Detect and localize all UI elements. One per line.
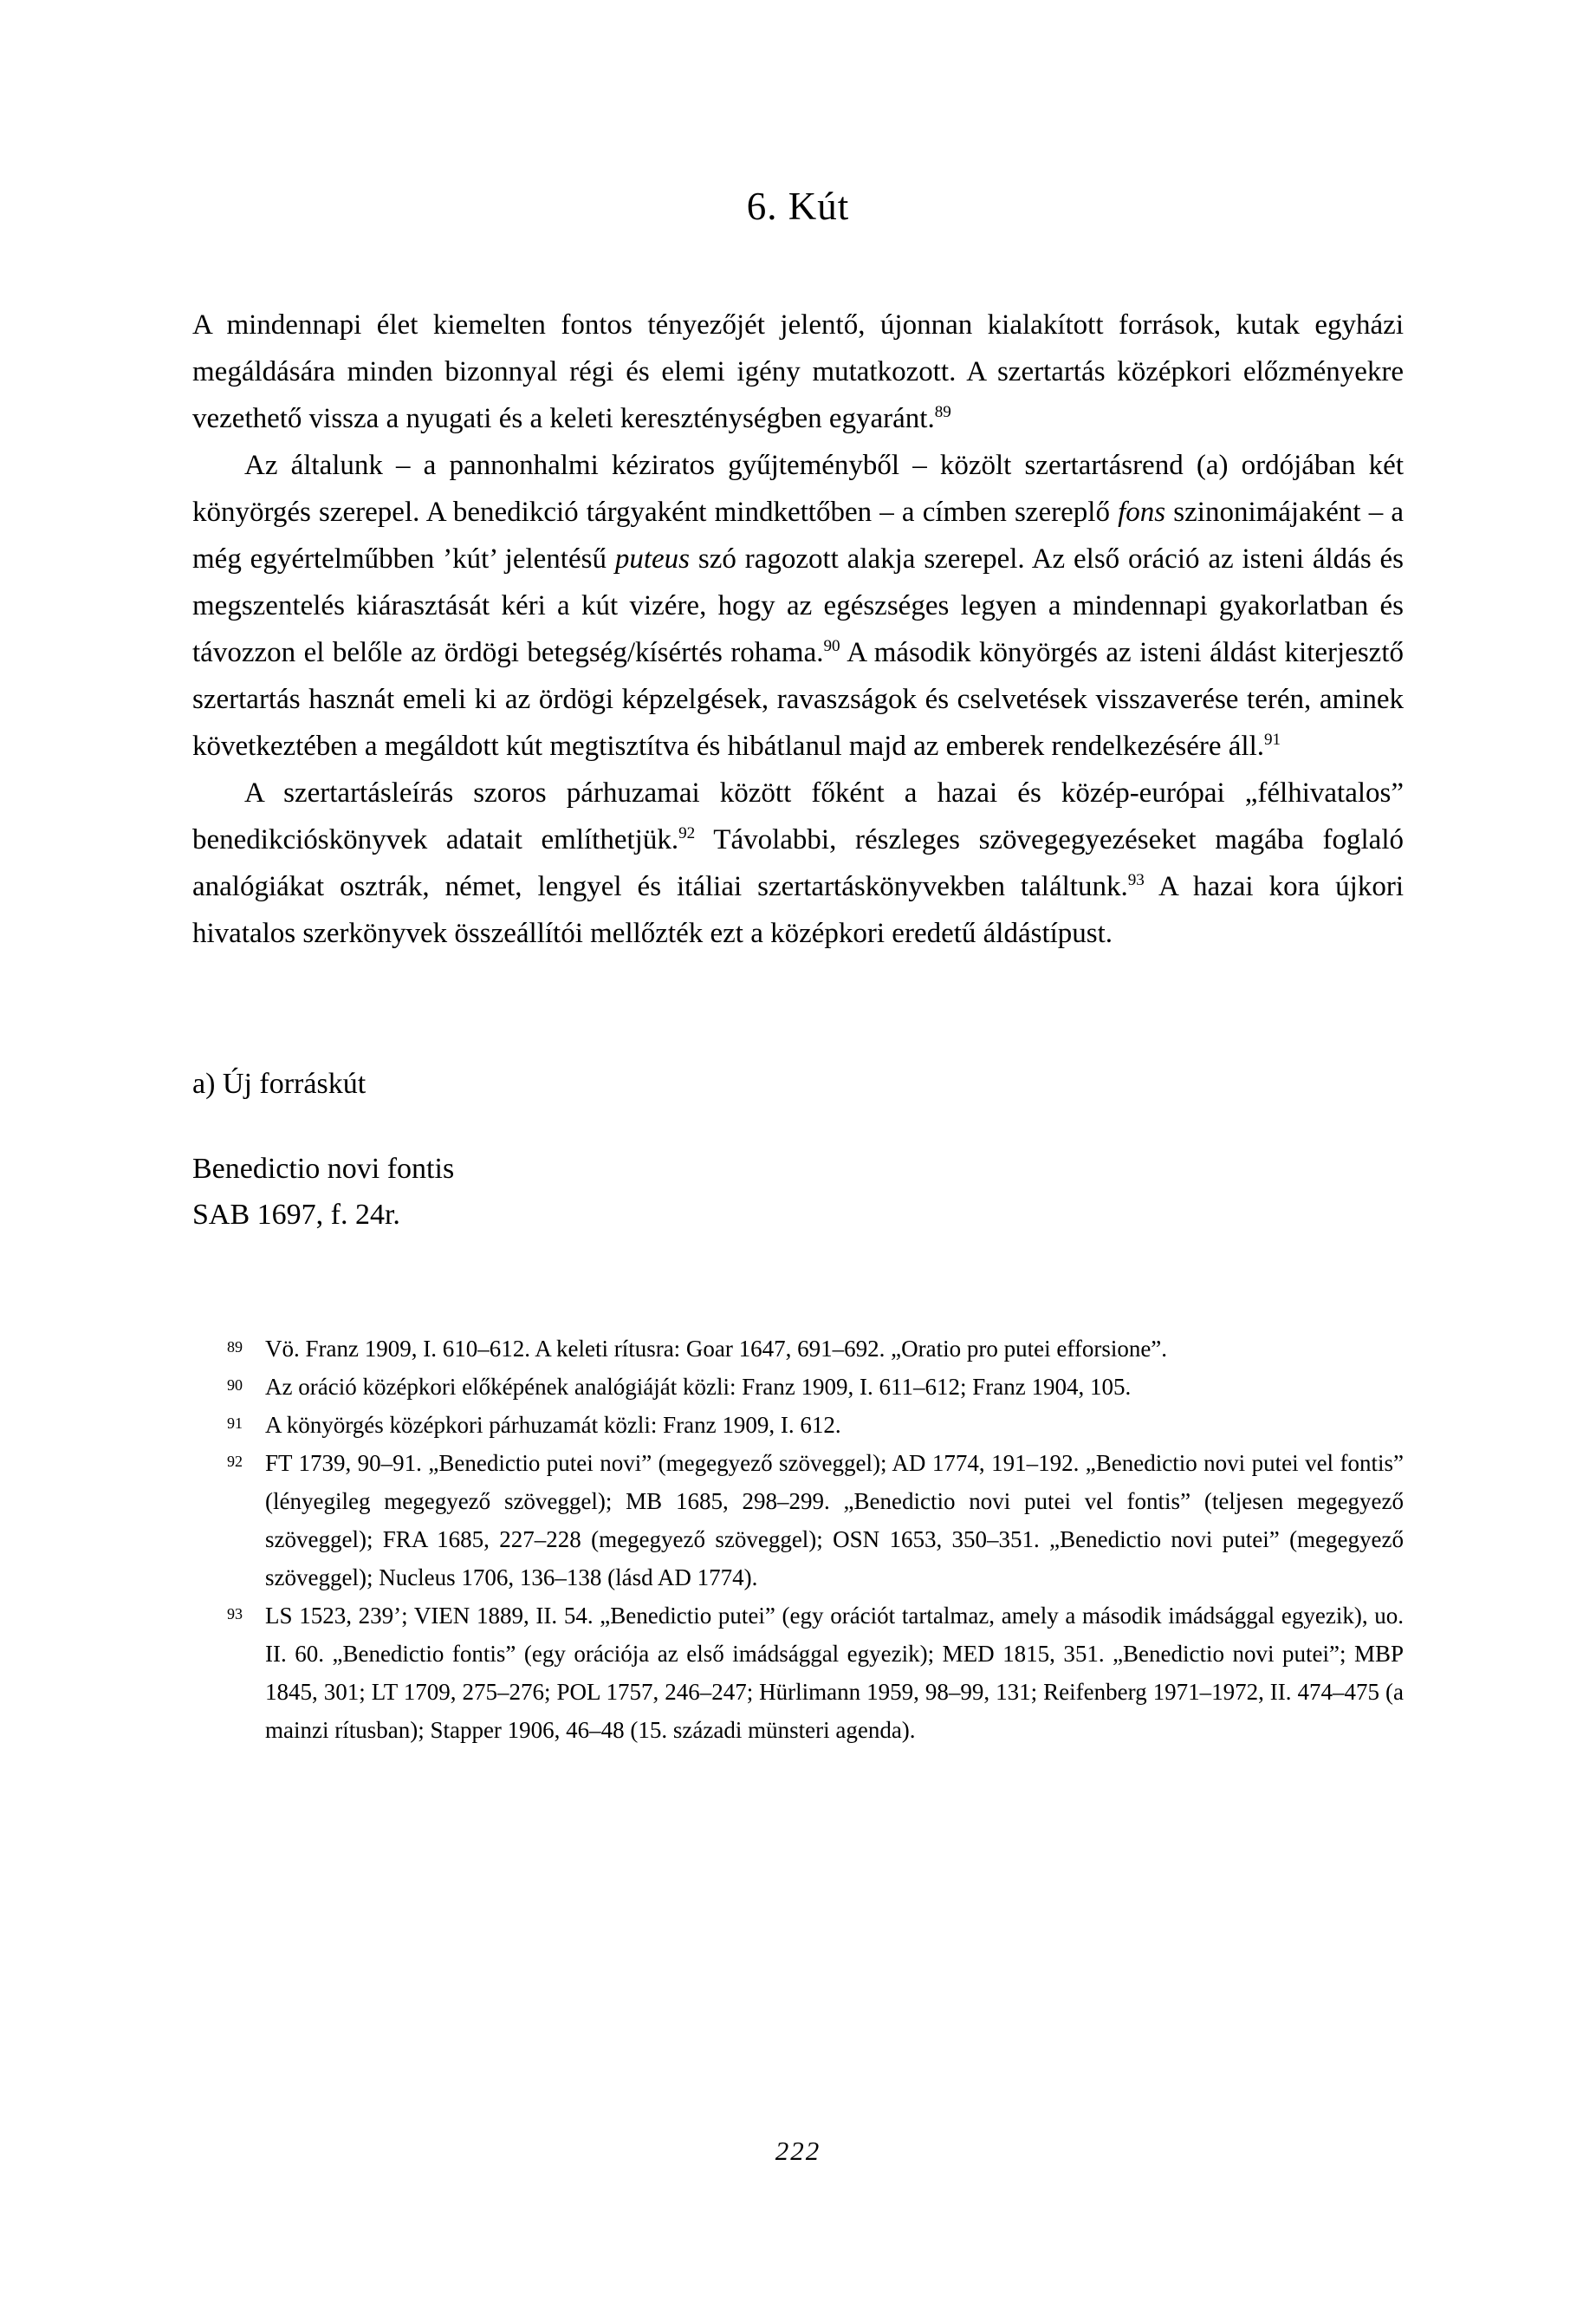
footnote-text: A könyörgés középkori párhuzamát közli: Franz 1909, I. 612. bbox=[265, 1412, 841, 1438]
body-paragraph: A mindennapi élet kiemelten fontos tényezőjét jelentő, újonnan kialakított források, kutak egyházi megáldására minden bizonnyal régi és elemi igény mutatkozott. A szertartás középkori előzményekre vezethető vissza a nyugati és a keleti kereszténységben egyaránt.$^{89}$ bbox=[192, 309, 1404, 434]
footnotes bbox=[227, 1330, 1404, 1749]
footnote-text: FT 1739, 90–91. „Benedictio putei novi” (megegyező szöveggel); AD 1774, 191–192. „Benedictio novi putei vel fontis” (lényegileg megegyező szöveggel); MB 1685, 298–299. „Benedictio novi putei vel fontis” (teljesen megegyező szöveggel); FRA 1685, 227–228 (megegyező szöveggel); OSN 1653, 350–351. „Benedictio novi putei” (megegyező szöveggel); Nucleus 1706, 136–138 (lásd AD 1774). bbox=[265, 1450, 1404, 1590]
source-title: Benedictio novi fontis bbox=[192, 1153, 455, 1185]
footnote-text: Vö. Franz 1909, I. 610–612. A keleti rítusra: Goar 1647, 691–692. „Oratio pro putei efforsione”. bbox=[265, 1336, 1168, 1362]
body-paragraph: Az általunk – a pannonhalmi kéziratos gyűjteményből – közölt szertartásrend (a) ordójában két könyörgés szerepel. A benedikció tárgyaként mindkettőben – a címben szereplő fons szinonimájaként – a még egyértelműbben ’kút’ jelentésű puteus szó ragozott alakja szerepel. Az első oráció az isteni áldás és megszentelés kiárasztását kéri a kút vizére, hogy az egészséges legyen a mindennapi gyakorlatban és távozzon el belőle az ördögi betegség/kísértés rohama.$^{90}$ A második könyörgés az isteni áldást kiterjesztő szertartás hasznát emeli ki az ördögi képzelgések, ravaszságok és cselvetések visszaverése terén, aminek következtében a megáldott kút megtisztítva és hibátlanul majd az emberek rendelkezésére áll.$^{91}$ bbox=[192, 450, 1405, 762]
footnote bbox=[227, 1406, 1404, 1444]
footnote-text: Az oráció középkori előképének analógiáját közli: Franz 1909, I. 611–612; Franz 1904, 105. bbox=[265, 1374, 1132, 1400]
page-number: 222 bbox=[775, 2136, 821, 2166]
footnote bbox=[227, 1330, 1404, 1368]
section-heading: a) Új forráskút bbox=[192, 1068, 367, 1100]
source-reference: SAB 1697, f. 24r. bbox=[192, 1199, 400, 1231]
body-text bbox=[192, 302, 1404, 957]
footnote bbox=[227, 1596, 1404, 1749]
footnote bbox=[227, 1368, 1404, 1406]
source-block bbox=[192, 1146, 1404, 1238]
footnote-number: 90 bbox=[227, 1376, 243, 1394]
footnote bbox=[227, 1444, 1404, 1596]
footnote-number: 93 bbox=[227, 1605, 243, 1622]
footnote-number: 92 bbox=[227, 1453, 243, 1470]
footnote-number: 91 bbox=[227, 1414, 243, 1432]
chapter-title: 6. Kút bbox=[746, 185, 850, 228]
footnote-number: 89 bbox=[227, 1338, 243, 1356]
body-paragraph: A szertartásleírás szoros párhuzamai között főként a hazai és közép-európai „félhivatalos” benedikcióskönyvek adatait említhetjük.$^{92}$ Távolabbi, részleges szövegegyezéseket magába foglaló analógiákat osztrák, német, lengyel és itáliai szertartáskönyvekben találtunk.$^{93}$ A hazai kora újkori hivatalos szerkönyvek összeállítói mellőzték ezt a középkori eredetű áldástípust. bbox=[192, 777, 1405, 949]
footnote-text: LS 1523, 239’; VIEN 1889, II. 54. „Benedictio putei” (egy orációt tartalmaz, amely a második imádsággal egyezik), uo. II. 60. „Benedictio fontis” (egy orációja az első imádsággal egyezik); MED 1815, 351. „Benedictio novi putei”; MBP 1845, 301; LT 1709, 275–276; POL 1757, 246–247; Hürlimann 1959, 98–99, 131; Reifenberg 1971–1972, II. 474–475 (a mainzi rítusban); Stapper 1906, 46–48 (15. századi münsteri agenda). bbox=[265, 1603, 1404, 1743]
